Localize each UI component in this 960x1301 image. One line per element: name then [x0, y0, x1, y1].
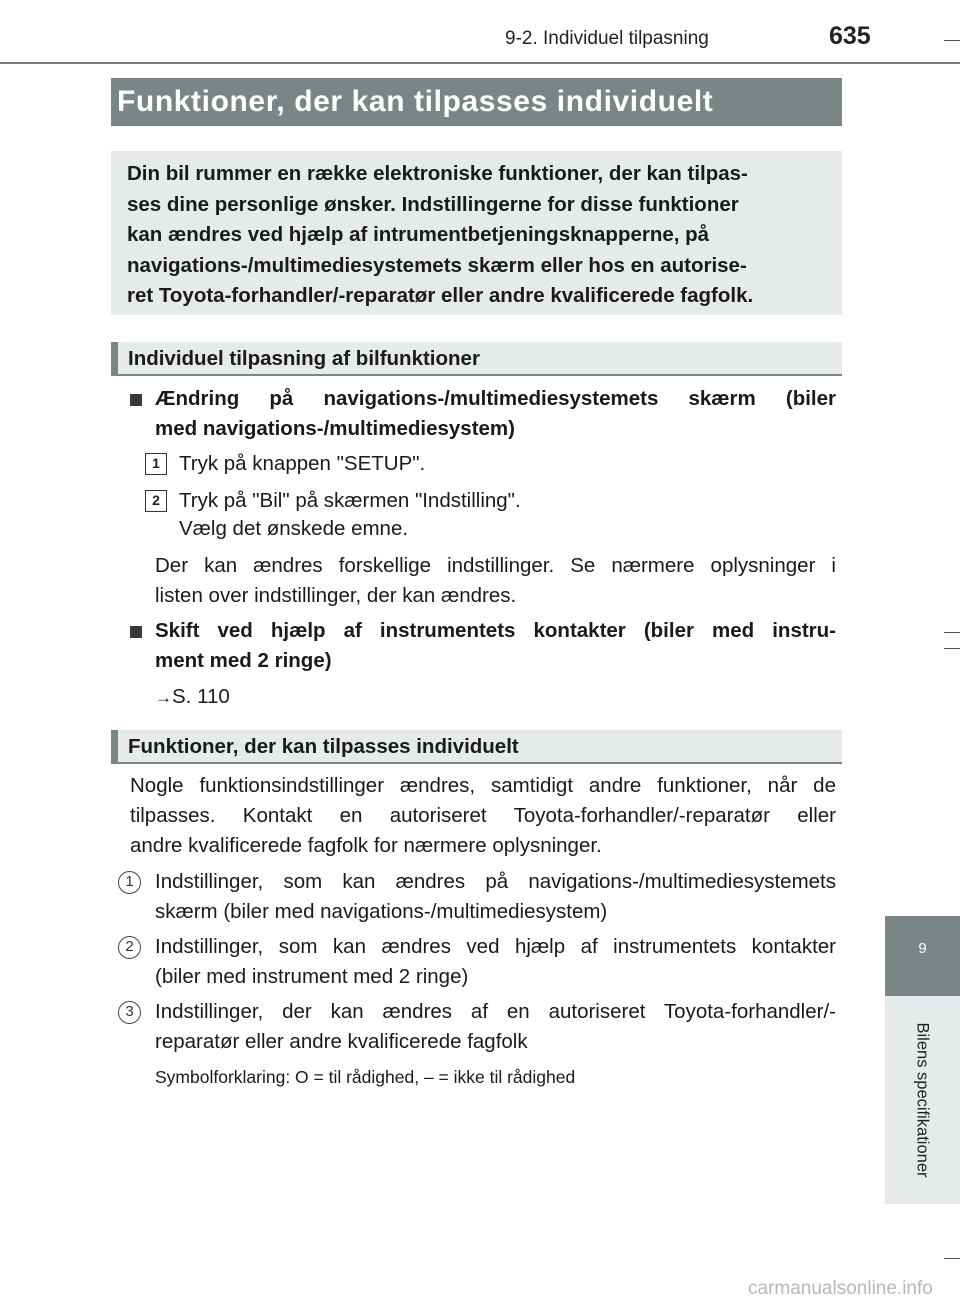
section-paragraph — [130, 771, 836, 861]
section-heading-individual — [111, 342, 842, 376]
intro-line: ret Toyota-forhandler/-reparatør eller andre kvalificerede fagfolk. — [127, 284, 754, 308]
crop-mark — [944, 648, 960, 649]
bullet-heading-navigation — [155, 384, 836, 444]
chapter-label: Bilens specifikationer — [913, 1022, 932, 1178]
list-item — [155, 997, 836, 1057]
step-text: Tryk på knappen "SETUP". — [179, 452, 426, 475]
list-item-line: reparatør eller andre kvalificerede fagfolk — [155, 1030, 528, 1053]
crop-mark — [944, 1258, 960, 1259]
list-item-line: Indstillinger, som kan ændres på navigations-/multimediesystemets — [155, 870, 836, 893]
section-heading-text: Individuel tilpasning af bilfunktioner — [128, 347, 480, 370]
paragraph-line: Nogle funktionsindstillinger ændres, samtidigt andre funktioner, når de — [130, 774, 836, 797]
note-paragraph — [155, 551, 836, 611]
list-item-line: Indstillinger, som kan ændres ved hjælp af instrumentets kontakter — [155, 935, 836, 958]
section-heading-text: Funktioner, der kan tilpasses individuelt — [128, 735, 519, 758]
paragraph-line: tilpasses. Kontakt en autoriseret Toyota-forhandler/-reparatør eller — [130, 804, 836, 827]
step-number-box: 1 — [145, 453, 167, 475]
section-reference: 9-2. Individuel tilpasning — [505, 28, 709, 49]
intro-line: Din bil rummer en række elektroniske funktioner, der kan tilpas- — [127, 162, 748, 185]
bullet-heading-instrument — [155, 616, 836, 676]
list-item — [155, 932, 836, 992]
intro-line: navigations-/multimediesystemets skærm eller hos en autorise- — [127, 253, 747, 277]
square-bullet-icon — [130, 394, 142, 406]
page-number: 635 — [829, 22, 871, 50]
chapter-number: 9 — [918, 940, 927, 957]
intro-line: kan ændres ved hjælp af intrumentbetjeningsknapperne, på — [127, 223, 710, 247]
circled-number-icon: 3 — [118, 1001, 141, 1024]
watermark: carmanualsonline.info — [748, 1278, 933, 1299]
symbol-legend: Symbolforklaring: O = til rådighed, – = ikke til rådighed — [155, 1067, 576, 1087]
paragraph-line: andre kvalificerede fagfolk for nærmere oplysninger. — [130, 834, 602, 857]
heading-accent-bar — [111, 342, 118, 374]
note-line: Der kan ændres forskellige indstillinger. Se nærmere oplysninger i — [155, 554, 836, 577]
list-item — [155, 867, 836, 927]
intro-line: ses dine personlige ønsker. Indstillingerne for disse funktioner — [127, 192, 739, 216]
step-text-continued: Vælg det ønskede emne. — [179, 517, 409, 540]
bullet-heading-line: med navigations-/multimediesystem) — [155, 417, 515, 440]
step-text: Tryk på "Bil" på skærmen "Indstilling". — [179, 489, 521, 512]
circled-number-icon: 2 — [118, 936, 141, 959]
list-item-line: (biler med instrument med 2 ringe) — [155, 965, 469, 988]
note-line: listen over indstillinger, der kan ændres. — [155, 584, 517, 607]
heading-accent-bar — [111, 730, 118, 762]
bullet-heading-line: Skift ved hjælp af instrumentets kontakter (biler med instru- — [155, 619, 836, 642]
header-rule — [0, 62, 960, 64]
page-title: Funktioner, der kan tilpasses individuelt — [111, 78, 842, 126]
bullet-heading-line: ment med 2 ringe) — [155, 649, 332, 672]
circled-number-icon: 1 — [118, 871, 141, 894]
section-heading-customizable — [111, 730, 842, 764]
page-reference-text: S. 110 — [172, 685, 230, 708]
list-item-line: Indstillinger, der kan ændres af en autoriseret Toyota-forhandler/- — [155, 1000, 836, 1023]
crop-mark — [944, 632, 960, 633]
step-number-box: 2 — [145, 490, 167, 512]
intro-box — [111, 151, 842, 315]
arrow-right-icon: → — [155, 688, 172, 707]
page-reference[interactable] — [155, 682, 230, 713]
square-bullet-icon — [130, 626, 142, 638]
list-item-line: skærm (biler med navigations-/multimediesystem) — [155, 900, 608, 923]
bullet-heading-line: Ændring på navigations-/multimediesystemets skærm (biler — [155, 387, 836, 410]
crop-mark — [944, 40, 960, 41]
